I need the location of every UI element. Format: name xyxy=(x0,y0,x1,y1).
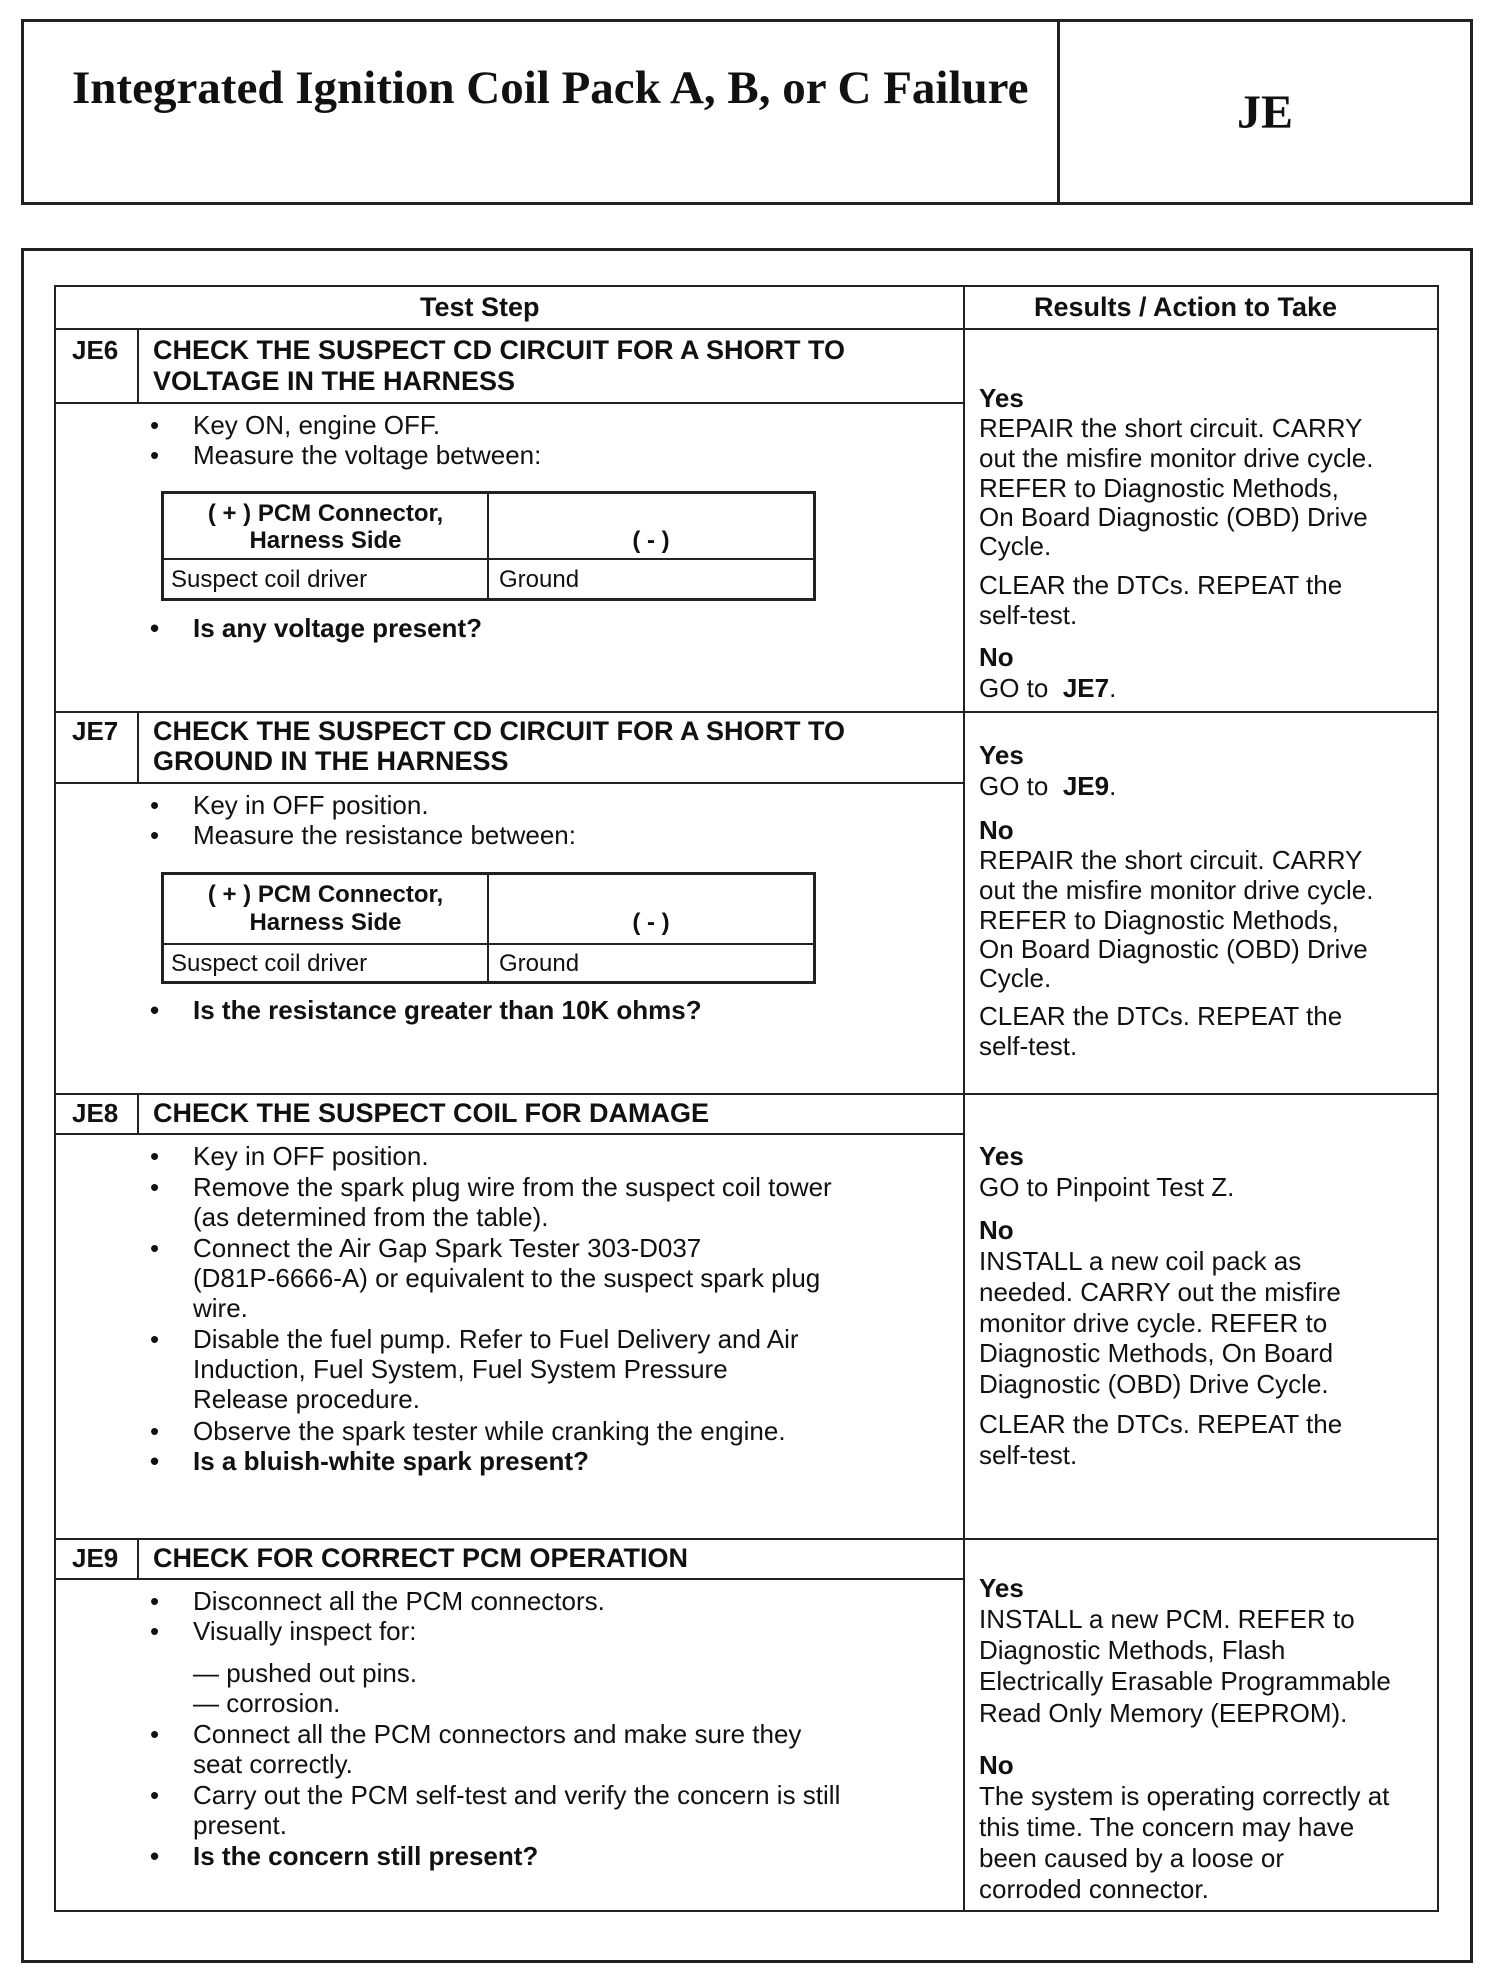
je7-heading-border xyxy=(54,782,965,784)
step-heading: CHECK THE SUSPECT CD CIRCUIT FOR A SHORT TO xyxy=(153,716,846,746)
step-heading: GROUND IN THE HARNESS xyxy=(153,746,509,776)
je7-num-divider xyxy=(137,711,139,782)
bullet-icon: • xyxy=(150,1172,160,1202)
step-reference-link[interactable]: JE9 xyxy=(1062,771,1110,801)
page-title: Integrated Ignition Coil Pack A, B, or C Failure xyxy=(72,62,1029,114)
bullet-icon: • xyxy=(150,410,160,440)
je9-num-divider xyxy=(137,1538,139,1578)
bullet-icon: • xyxy=(150,1233,160,1263)
je6-num-divider xyxy=(137,328,139,402)
bullet-icon: • xyxy=(150,995,160,1025)
bullet-icon: • xyxy=(150,1841,160,1871)
measurement-table: ( + ) PCM Connector, Harness Side ( - ) Suspect coil driver Ground xyxy=(161,872,816,984)
je8-num-divider xyxy=(137,1093,139,1133)
step-number: JE8 xyxy=(72,1098,119,1128)
section-code: JE xyxy=(1236,85,1293,139)
row-separator-je8 xyxy=(54,1093,1439,1095)
step-number: JE6 xyxy=(72,335,119,365)
je6-heading-border xyxy=(54,402,965,404)
step-reference-link[interactable]: JE7 xyxy=(1062,673,1110,703)
measurement-table: ( + ) PCM Connector, Harness Side ( - ) Suspect coil driver Ground xyxy=(161,491,816,601)
je9-heading-border xyxy=(54,1578,965,1580)
column-divider xyxy=(963,285,965,1912)
step-heading: CHECK THE SUSPECT CD CIRCUIT FOR A SHORT TO xyxy=(153,335,846,365)
table-left-border xyxy=(54,285,56,1912)
table-bottom-border xyxy=(54,1910,1439,1912)
bullet-icon: • xyxy=(150,1446,160,1476)
table-top-border xyxy=(54,285,1439,287)
sub-list-item: — pushed out pins. xyxy=(193,1658,418,1688)
column-header-results: Results / Action to Take xyxy=(1034,292,1338,322)
bullet-icon: • xyxy=(150,1719,160,1749)
bullet-icon: • xyxy=(150,1586,160,1616)
step-number: JE7 xyxy=(72,716,119,746)
bullet-icon: • xyxy=(150,440,160,470)
step-heading: CHECK FOR CORRECT PCM OPERATION xyxy=(153,1543,689,1573)
column-header-test-step: Test Step xyxy=(420,292,540,322)
bullet-icon: • xyxy=(150,1141,160,1171)
bullet-icon: • xyxy=(150,1780,160,1810)
bullet-icon: • xyxy=(150,790,160,820)
bullet-icon: • xyxy=(150,820,160,850)
page-header xyxy=(21,19,1473,205)
bullet-icon: • xyxy=(150,1616,160,1646)
bullet-icon: • xyxy=(150,1416,160,1446)
step-number: JE9 xyxy=(72,1543,119,1573)
table-right-border xyxy=(1437,285,1439,1912)
bullet-icon: • xyxy=(150,613,160,643)
row-separator-je9 xyxy=(54,1538,1439,1540)
step-heading: VOLTAGE IN THE HARNESS xyxy=(153,366,516,396)
je8-heading-border xyxy=(54,1133,965,1135)
step-heading: CHECK THE SUSPECT COIL FOR DAMAGE xyxy=(153,1098,710,1128)
sub-list-item: — corrosion. xyxy=(193,1688,341,1718)
header-row-border xyxy=(54,328,1439,330)
row-separator-je7 xyxy=(54,711,1439,713)
bullet-icon: • xyxy=(150,1324,160,1354)
